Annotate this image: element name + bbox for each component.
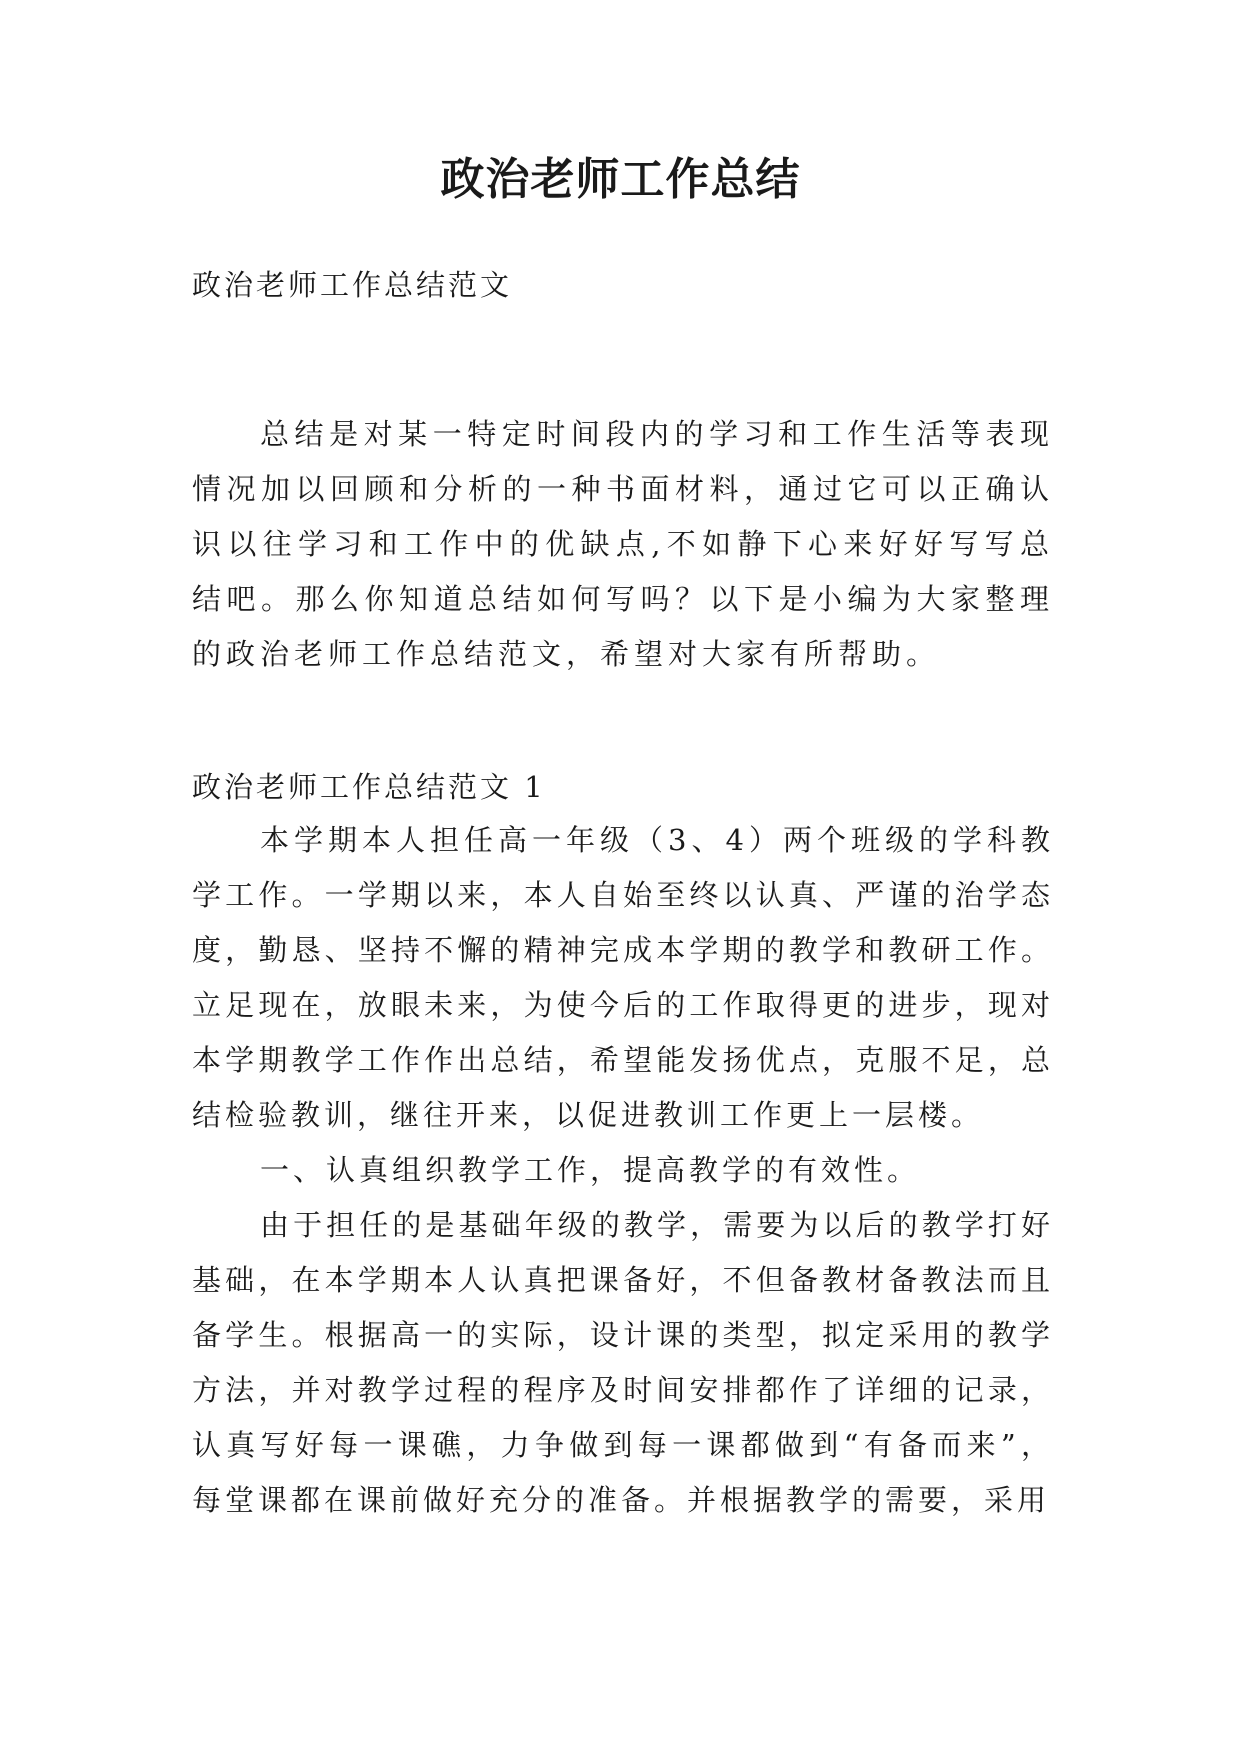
body-paragraph: 一、认真组织教学工作，提高教学的有效性。	[260, 1153, 921, 1187]
body-paragraph: 由于担任的是基础年级的教学，需要为以后的教学打好基础，在本学期本人认真把课备好，不但备教材备教法而且备学生。根据高一的实际，设计课的类型，拟定采用的教学方法，并对教学过程的程序及时间安排都作了详细的记录，认真写好每一课礁，力争做到每一课都做到“有备而来”，每堂课都在课前做好充分的准备。并根据教学的需要，采用	[192, 1208, 1054, 1517]
document-subtitle: 政治老师工作总结范文	[192, 268, 513, 302]
body-paragraph: 本学期本人担任高一年级（3、4）两个班级的学科教学工作。一学期以来，本人自始至终以认真、严谨的治学态度，勤恳、坚持不懈的精神完成本学期的教学和教研工作。立足现在，放眼未来，为使今后的工作取得更的进步，现对本学期教学工作作出总结，希望能发扬优点，克服不足，总结检验教训，继往开来，以促进教训工作更上一层楼。	[192, 823, 1054, 1132]
document-title: 政治老师工作总结	[440, 154, 801, 205]
intro-paragraph: 总结是对某一特定时间段内的学习和工作生活等表现情况加以回顾和分析的一种书面材料，通过它可以正确认识以往学习和工作中的优缺点,不如静下心来好好写写总结吧。那么你知道总结如何写吗？以下是小编为大家整理的政治老师工作总结范文，希望对大家有所帮助。	[192, 417, 1054, 671]
section-body	[192, 813, 1054, 1528]
section-heading: 政治老师工作总结范文 1	[192, 770, 546, 804]
